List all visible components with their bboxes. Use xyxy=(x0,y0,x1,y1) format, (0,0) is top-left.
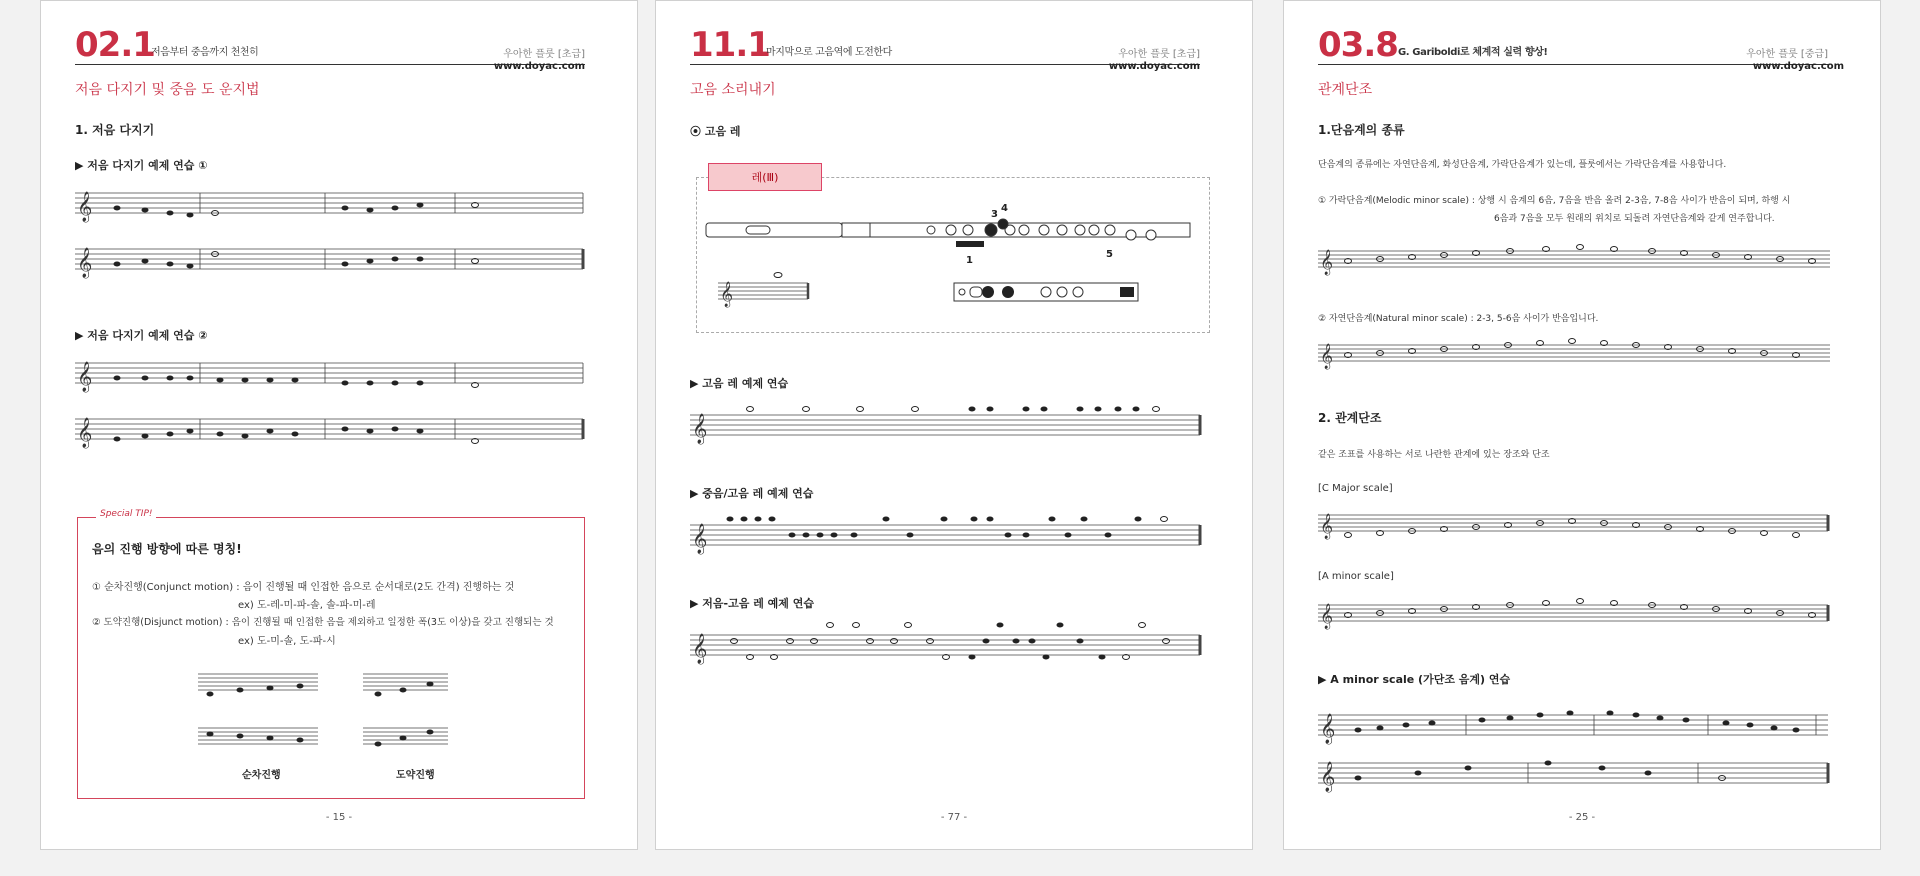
key-label: 3 xyxy=(991,209,998,220)
natural-text: ② 자연단음계(Natural minor scale) : 2-3, 5-6음 사이가 반음입니다. xyxy=(1318,314,1599,324)
flute-diagram xyxy=(706,197,1206,327)
svg-text:𝄞: 𝄞 xyxy=(1320,762,1336,792)
page-header xyxy=(75,25,585,65)
music-staff xyxy=(75,187,587,297)
page-header xyxy=(1318,25,1828,65)
music-staff xyxy=(1318,593,1830,637)
page-25 xyxy=(1283,0,1881,850)
svg-text:𝄞: 𝄞 xyxy=(692,524,708,554)
key-label: 5 xyxy=(1106,249,1113,260)
site-url: www.doyac.com xyxy=(493,61,585,72)
melodic-text: ① 가락단음계(Melodic minor scale) : 상행 시 음계의 6음, 7음을 반음 올려 2-3음, 7-8음 사이가 반음이 되며, 하행 시 xyxy=(1318,196,1791,206)
relative-text: 같은 조표를 사용하는 서로 나란한 관계에 있는 장조와 단조 xyxy=(1318,450,1550,460)
intro-text: 단음계의 종류에는 자연단음계, 화성단음계, 가락단음계가 있는데, 플룻에서는 가락단음계를 사용합니다. xyxy=(1318,160,1727,170)
exercise-heading: ▶ A minor scale (가단조 음계) 연습 xyxy=(1318,673,1511,686)
music-staff xyxy=(1318,333,1830,373)
exercise-heading: ▶ 저음 다지기 예제 연습 ② xyxy=(75,329,208,342)
page-15 xyxy=(40,0,638,850)
svg-text:𝄞: 𝄞 xyxy=(77,248,93,278)
special-tip-box xyxy=(77,509,585,799)
tip-line: ① 순차진행(Conjunct motion) : 음이 진행될 때 인접한 음으로 순서대로(2도 간격) 진행하는 것 xyxy=(92,582,515,593)
section-title: 관계단조 xyxy=(1318,82,1373,98)
music-staff xyxy=(690,401,1202,451)
melodic-text: 6음과 7음을 모두 원래의 위치로 되돌려 자연단음계와 같게 연주합니다. xyxy=(1494,214,1775,224)
subsection-heading: ⦿ 고음 레 xyxy=(690,125,741,138)
chapter-number: 03.8 xyxy=(1318,25,1398,65)
caption-disjunct: 도약진행 xyxy=(396,770,435,781)
svg-text:𝄞: 𝄞 xyxy=(1320,714,1336,744)
book-title: 우아한 플룻 [중급] xyxy=(1746,49,1828,60)
svg-text:𝄞: 𝄞 xyxy=(692,414,708,444)
tip-line: ex) 도-레-미-파-솔, 솔-파-미-레 xyxy=(238,600,376,611)
chapter-number: 02.1 xyxy=(75,25,155,65)
chapter-subtitle: 저음부터 중음까지 천천히 xyxy=(151,47,259,58)
svg-text:𝄞: 𝄞 xyxy=(1320,344,1334,369)
tip-line: ex) 도-미-솔, 도-파-시 xyxy=(238,636,336,647)
music-staff xyxy=(1318,239,1830,279)
music-staff xyxy=(690,509,1202,559)
svg-text:𝄞: 𝄞 xyxy=(692,634,708,664)
book-title: 우아한 플룻 [초급] xyxy=(503,49,585,60)
svg-text:𝄞: 𝄞 xyxy=(1320,514,1334,539)
section-title: 고음 소리내기 xyxy=(690,82,776,98)
note-badge: 레(Ⅲ) xyxy=(708,163,822,191)
page-77 xyxy=(655,0,1253,850)
page-number: - 25 - xyxy=(1568,812,1596,823)
chapter-subtitle: 마지막으로 고음역에 도전한다 xyxy=(766,47,892,58)
music-staff xyxy=(690,619,1202,669)
music-staff xyxy=(1318,505,1830,549)
music-staff xyxy=(75,357,587,467)
key-label: 4 xyxy=(1001,203,1008,214)
chapter-number: 11.1 xyxy=(690,25,770,65)
chapter-subtitle: G. Gariboldi로 체계적 실력 향상! xyxy=(1398,47,1548,58)
page-number: - 15 - xyxy=(325,812,353,823)
subsection-heading: 1. 저음 다지기 xyxy=(75,123,155,137)
site-url: www.doyac.com xyxy=(1108,61,1200,72)
exercise-heading: ▶ 저음-고음 레 예제 연습 xyxy=(690,597,814,610)
svg-text:𝄞: 𝄞 xyxy=(77,192,93,222)
exercise-heading: ▶ 저음 다지기 예제 연습 ① xyxy=(75,159,208,172)
tip-label: Special TIP! xyxy=(96,509,156,519)
section-title: 저음 다지기 및 중음 도 운지법 xyxy=(75,82,260,98)
tip-heading: 음의 진행 방향에 따른 명칭! xyxy=(92,542,242,556)
svg-text:𝄞: 𝄞 xyxy=(720,282,734,307)
scale-label: [C Major scale] xyxy=(1318,483,1393,494)
exercise-heading: ▶ 중음/고음 레 예제 연습 xyxy=(690,487,814,500)
motion-examples xyxy=(198,668,518,758)
key-label: 1 xyxy=(966,255,973,266)
music-staff xyxy=(1318,701,1830,797)
svg-text:𝄞: 𝄞 xyxy=(77,362,93,392)
subsection-heading: 2. 관계단조 xyxy=(1318,411,1382,425)
svg-text:𝄞: 𝄞 xyxy=(1320,250,1334,275)
page-number: - 77 - xyxy=(940,812,968,823)
page-header xyxy=(690,25,1200,65)
caption-conjunct: 순차진행 xyxy=(242,770,281,781)
tip-line: ② 도약진행(Disjunct motion) : 음이 진행될 때 인접한 음을 제외하고 일정한 폭(3도 이상)을 갖고 진행되는 것 xyxy=(92,617,554,628)
exercise-heading: ▶ 고음 레 예제 연습 xyxy=(690,377,789,390)
svg-text:𝄞: 𝄞 xyxy=(1320,604,1334,629)
book-title: 우아한 플룻 [초급] xyxy=(1118,49,1200,60)
scale-label: [A minor scale] xyxy=(1318,571,1394,582)
site-url: www.doyac.com xyxy=(1752,61,1844,72)
svg-text:𝄞: 𝄞 xyxy=(77,418,93,448)
subsection-heading: 1.단음계의 종류 xyxy=(1318,123,1405,137)
